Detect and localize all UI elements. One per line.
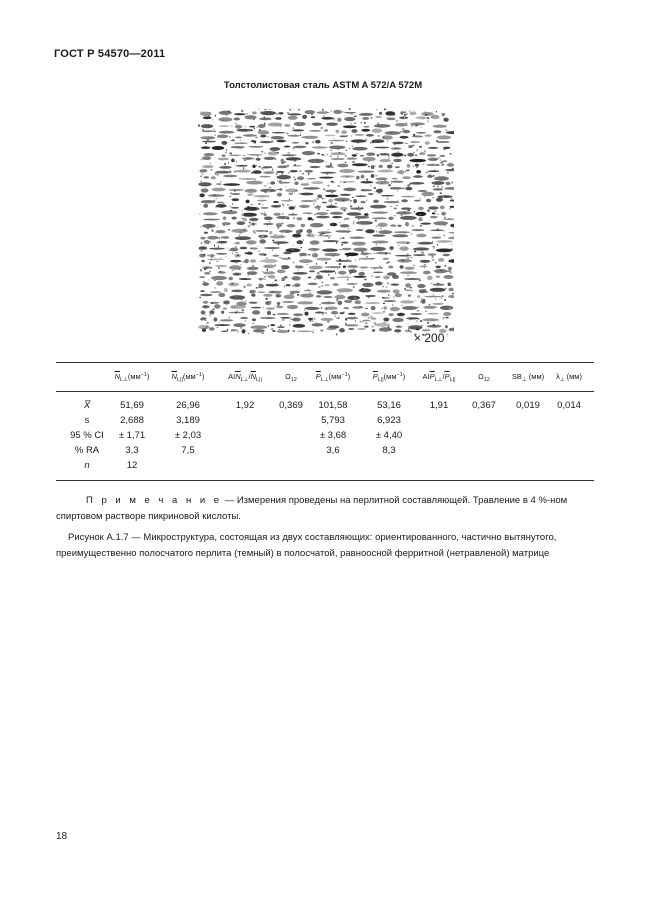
table-cell: 53,16 (377, 400, 401, 411)
col-header-ai-p: $AI\overline{P}_{L\perp}/\overline{P}_{L||}$ (422, 372, 456, 383)
figure-caption (56, 530, 594, 562)
row-label: X̅ (83, 400, 91, 411)
table-cell: 3,189 (176, 415, 200, 426)
col-header-pl-par: $\overline{P}_{L||}(мм^{-1})$ (372, 372, 406, 383)
table-cell: 101,58 (318, 400, 348, 411)
table-cell: 0,019 (516, 400, 540, 411)
table-cell: 12 (126, 460, 138, 471)
table-cell: 8,3 (382, 445, 396, 456)
micrograph-image (198, 108, 454, 336)
note-lead: П р и м е ч а н и е (86, 495, 223, 506)
table-cell: 6,923 (377, 415, 401, 426)
table-cell: 5,793 (321, 415, 345, 426)
page-number: 18 (56, 831, 68, 842)
table-cell: 51,69 (120, 400, 144, 411)
col-header-omega12-2: $\Omega_{12}$ (478, 372, 490, 383)
table-cell: ± 2,03 (174, 430, 202, 441)
row-label: n (84, 460, 90, 471)
row-label: 95 % CI (70, 430, 104, 441)
table-cell: 0,367 (472, 400, 496, 411)
table-cell: 7,5 (181, 445, 195, 456)
table-cell: 2,688 (120, 415, 144, 426)
row-label: s (84, 415, 90, 426)
table-header-rule (56, 391, 594, 392)
col-header-pl-perp: $\overline{P}_{L\perp}(мм^{-1})$ (315, 372, 351, 383)
table-cell: 0,369 (279, 400, 303, 411)
figure-title: Толстолистовая сталь ASTM A 572/A 572M (223, 80, 423, 91)
table-top-rule (56, 362, 594, 363)
table-cell: 26,96 (176, 400, 200, 411)
table-cell: 3,3 (125, 445, 139, 456)
col-header-lambda: $\lambda_\perp$ (мм) (556, 372, 582, 383)
col-header-nl-perp: $\overline{N}_{L\perp}(мм^{-1})$ (114, 372, 150, 383)
table-cell: ± 1,71 (118, 430, 146, 441)
table-cell: 1,92 (235, 400, 255, 411)
table-cell: 3,6 (326, 445, 340, 456)
row-label: % RA (74, 445, 100, 456)
note-paragraph (56, 493, 594, 525)
table-bottom-rule (56, 480, 594, 481)
col-header-ai-n: $AI\overline{N}_{L\perp}/\overline{N}_{L||}$ (228, 372, 262, 383)
table-cell: ± 4,40 (375, 430, 403, 441)
table-cell: ± 3,68 (319, 430, 347, 441)
col-header-omega12: $\Omega_{12}$ (285, 372, 297, 383)
col-header-nl-par: $\overline{N}_{L||}(мм^{-1})$ (171, 372, 205, 383)
document-code: ГОСТ Р 54570—2011 (54, 48, 166, 60)
caption-text: Рисунок А.1.7 — Микроструктура, состоящая из двух составляющих: ориентированного, частично вытянутого, преимущественно полосчатого перлита (темный) в полосчатой, равноосной ферритной (нетравленой) матрице (56, 532, 557, 559)
magnification-label: × 200 (414, 331, 445, 345)
table-cell: 1,91 (429, 400, 449, 411)
col-header-sb: $SB_\perp$ (мм) (511, 372, 545, 383)
table-cell: 0,014 (557, 400, 581, 411)
note-text: — Измерения проведены на перлитной составляющей. Травление в 4 %-ном спиртовом растворе пикриновой кислоты. (56, 495, 568, 522)
